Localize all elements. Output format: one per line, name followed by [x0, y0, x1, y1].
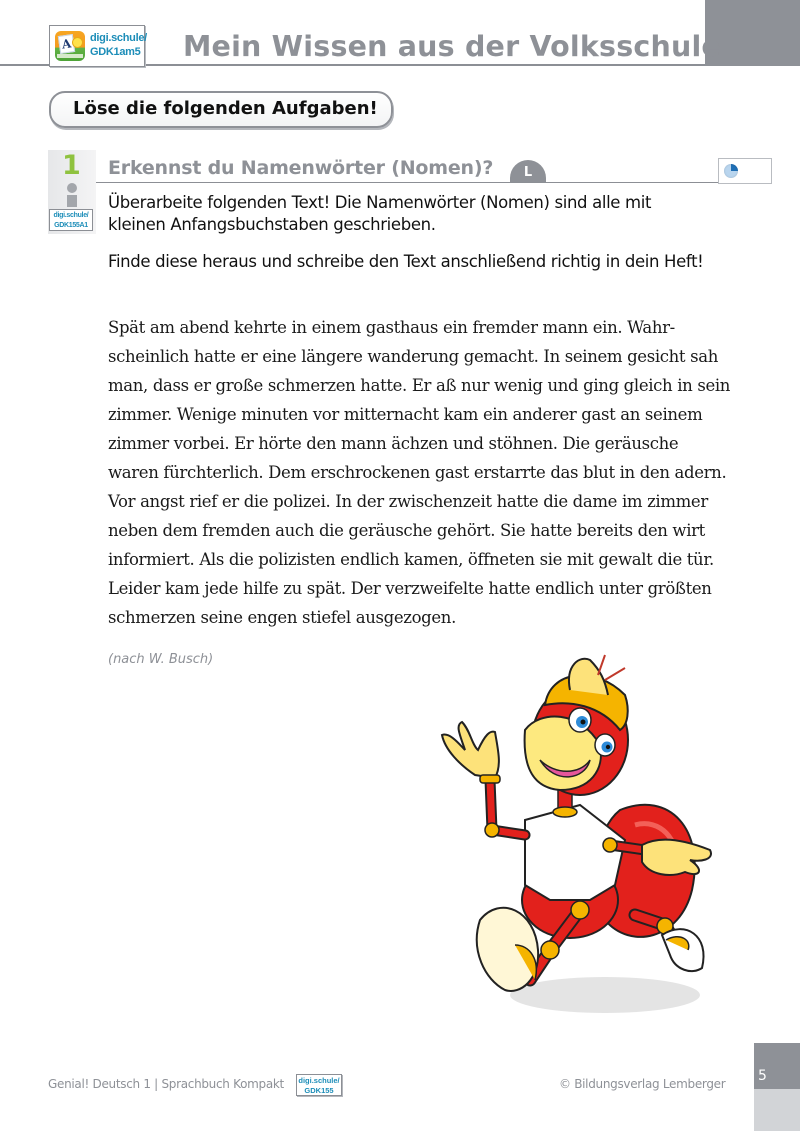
- digi-schule-badge-header[interactable]: [49, 25, 145, 67]
- page-title: Mein Wissen aus der Volksschule: [183, 30, 721, 63]
- info-icon-dot: [67, 183, 77, 193]
- story-line: neben dem fremden auch die geräusche gehört. Sie hatte bereits den wirt: [108, 521, 705, 540]
- digi-schule-badge-exercise[interactable]: digi.schule/ GDK155A1: [49, 209, 93, 231]
- star-icon: [73, 38, 82, 47]
- mascot-bird-illustration: [430, 650, 730, 1030]
- digi-badge-text: digi.schule/ GDK1am5: [90, 32, 147, 58]
- story-line: man, dass er große schmerzen hatte. Er aß nur wenig und ging gleich in sein: [108, 376, 731, 395]
- story-line: Leider kam jede hilfe zu spät. Der verzweifelte hatte endlich unter größten: [108, 579, 712, 598]
- page-number: 5: [758, 1068, 767, 1084]
- exercise-sidebar: [48, 150, 96, 234]
- app-card-icon: [55, 31, 85, 61]
- story-line: Vor angst rief er die polizei. In der zwischenzeit hatte die dame im zimmer: [108, 492, 708, 511]
- source-attribution: (nach W. Busch): [108, 652, 214, 667]
- page-tab-lower: [754, 1089, 800, 1131]
- page-number-tab: [754, 1043, 800, 1089]
- instruction-pill: [49, 91, 393, 128]
- exercise-rule: [96, 182, 719, 183]
- digi-schule-badge-footer[interactable]: digi.schule/ GDK155: [296, 1074, 342, 1096]
- instruction-text-2: Finde diese heraus und schreibe den Text anschließend richtig in dein Heft!: [108, 252, 704, 271]
- instruction-text-1: Überarbeite folgenden Text! Die Namenwörter (Nomen) sind alle mit kleinen Anfangsbuchstaben geschrieben.: [108, 193, 652, 234]
- story-line: Spät am abend kehrte in einem gasthaus ein fremder mann ein. Wahr-: [108, 318, 675, 337]
- story-line: schmerzen seine engen stiefel ausgezogen.: [108, 608, 456, 627]
- story-line: scheinlich hatte er eine längere wanderung gemacht. In seinem gesicht sah: [108, 347, 718, 366]
- story-line: informiert. Als die polizisten endlich kamen, öffneten sie mit gewalt die tür.: [108, 550, 714, 569]
- quarter-pie-icon: [724, 164, 738, 178]
- story-line: zimmer. Wenige minuten vor mitternacht kam ein anderer gast an seinem: [108, 405, 703, 424]
- info-icon-bar: [67, 195, 77, 207]
- solution-tab[interactable]: [510, 160, 546, 182]
- icon-strip: [57, 54, 83, 58]
- story-line: waren fürchterlich. Dem erschrockenen gast erstarrte das blut in den adern.: [108, 463, 727, 482]
- story-text: [108, 313, 731, 632]
- exercise-number: 1: [62, 150, 81, 181]
- footer-book-title: Genial! Deutsch 1 | Sprachbuch Kompakt: [48, 1077, 284, 1091]
- story-line: zimmer vorbei. Er hörte den mann ächzen und stöhnen. Die geräusche: [108, 434, 679, 453]
- solution-tab-label: L: [523, 165, 533, 180]
- instruction-pill-label: Löse die folgenden Aufgaben!: [73, 98, 378, 119]
- difficulty-indicator: [718, 158, 772, 184]
- exercise-title: Erkennst du Namenwörter (Nomen)?: [108, 157, 494, 179]
- footer-copyright: © Bildungsverlag Lemberger: [559, 1077, 726, 1091]
- letter-card-icon: A: [58, 34, 75, 54]
